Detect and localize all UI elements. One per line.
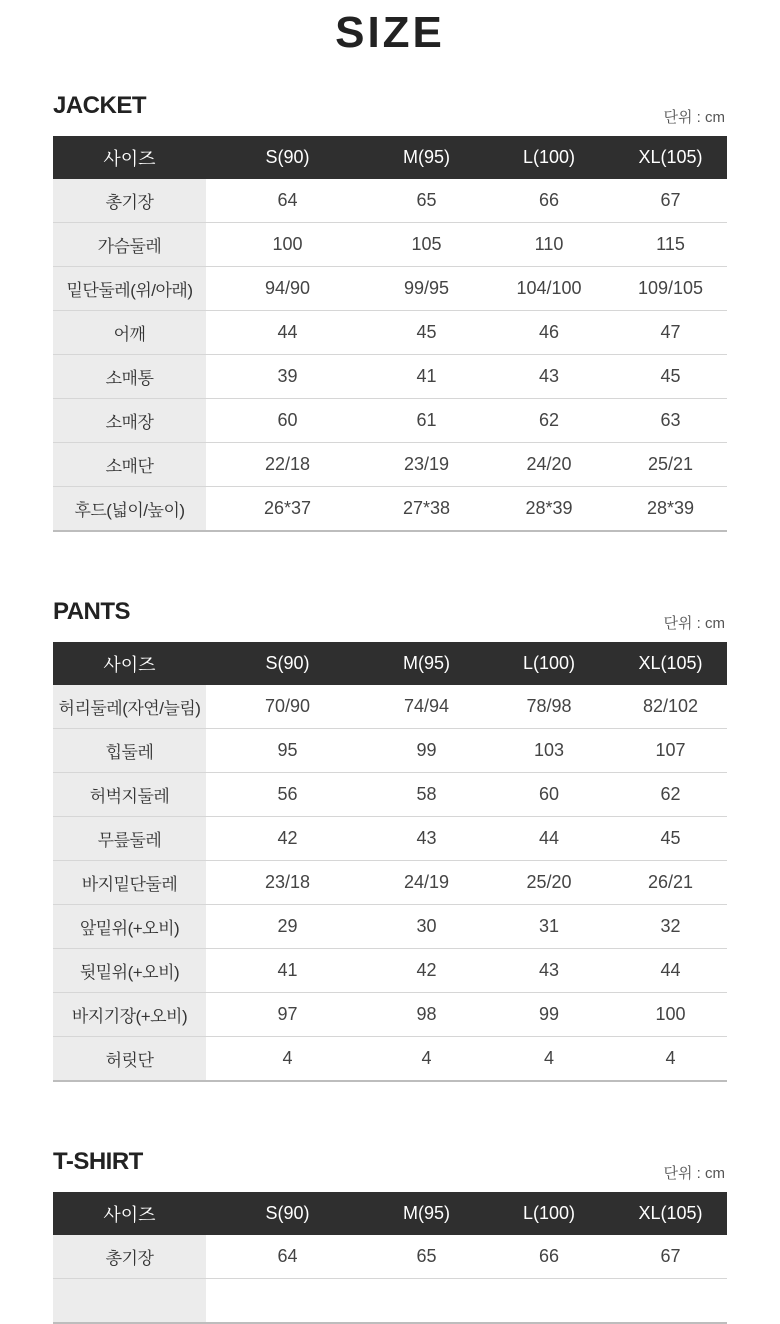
table-row [53, 311, 727, 355]
measurement-value: 100 [614, 993, 727, 1037]
measurement-value: 67 [614, 179, 727, 223]
measurement-value: 66 [484, 179, 614, 223]
table-row [53, 487, 727, 532]
measurement-value: 56 [206, 773, 369, 817]
size-option-header: XL(105) [614, 1192, 727, 1235]
section-title: JACKET [53, 92, 147, 119]
measurement-value: 29 [206, 905, 369, 949]
measurement-value: 45 [614, 355, 727, 399]
measurement-label: 가슴둘레 [53, 223, 206, 267]
measurement-value: 94/90 [206, 267, 369, 311]
measurement-value: 43 [484, 949, 614, 993]
measurement-value: 46 [484, 311, 614, 355]
measurement-value: 67 [614, 1235, 727, 1279]
measurement-label: 무릎둘레 [53, 817, 206, 861]
size-column-header: 사이즈 [53, 136, 206, 179]
table-row [53, 817, 727, 861]
section-title: T-SHIRT [53, 1148, 143, 1175]
measurement-value: 26/21 [614, 861, 727, 905]
measurement-value: 26*37 [206, 487, 369, 532]
size-option-header: M(95) [369, 136, 484, 179]
measurement-value: 82/102 [614, 685, 727, 729]
size-section-pants [53, 598, 727, 1082]
measurement-value: 110 [484, 223, 614, 267]
size-option-header: S(90) [206, 136, 369, 179]
measurement-value: 32 [614, 905, 727, 949]
measurement-value: 62 [484, 399, 614, 443]
table-row [53, 1037, 727, 1082]
size-column-header: 사이즈 [53, 642, 206, 685]
measurement-label: 총기장 [53, 179, 206, 223]
measurement-value: 45 [369, 311, 484, 355]
measurement-value [369, 1279, 484, 1324]
measurement-value: 4 [484, 1037, 614, 1082]
measurement-value: 62 [614, 773, 727, 817]
measurement-value: 25/20 [484, 861, 614, 905]
measurement-label: 앞밑위(+오비) [53, 905, 206, 949]
measurement-value: 44 [484, 817, 614, 861]
measurement-value: 58 [369, 773, 484, 817]
measurement-value: 43 [369, 817, 484, 861]
measurement-value: 63 [614, 399, 727, 443]
measurement-value: 107 [614, 729, 727, 773]
measurement-value: 99 [369, 729, 484, 773]
measurement-value: 64 [206, 1235, 369, 1279]
measurement-value: 98 [369, 993, 484, 1037]
measurement-label: 총기장 [53, 1235, 206, 1279]
measurement-label: 바지기장(+오비) [53, 993, 206, 1037]
table-row [53, 949, 727, 993]
measurement-value [206, 1279, 369, 1324]
size-column-header: 사이즈 [53, 1192, 206, 1235]
table-row [53, 355, 727, 399]
measurement-label: 허릿단 [53, 1037, 206, 1082]
unit-label: 단위 : cm [663, 615, 725, 632]
measurement-value: 97 [206, 993, 369, 1037]
table-row [53, 993, 727, 1037]
measurement-label: 뒷밑위(+오비) [53, 949, 206, 993]
measurement-value: 42 [369, 949, 484, 993]
table-row [53, 267, 727, 311]
measurement-value: 28*39 [614, 487, 727, 532]
size-section-t-shirt [53, 1148, 727, 1324]
measurement-value: 23/18 [206, 861, 369, 905]
table-header-row [53, 1192, 727, 1235]
measurement-value: 78/98 [484, 685, 614, 729]
section-header [53, 598, 727, 642]
size-table [53, 136, 727, 532]
table-row [53, 861, 727, 905]
size-section-jacket [53, 92, 727, 532]
measurement-value: 95 [206, 729, 369, 773]
table-header-row [53, 642, 727, 685]
measurement-value: 44 [614, 949, 727, 993]
measurement-value: 28*39 [484, 487, 614, 532]
measurement-value: 60 [484, 773, 614, 817]
measurement-value: 42 [206, 817, 369, 861]
measurement-value: 66 [484, 1235, 614, 1279]
measurement-value: 115 [614, 223, 727, 267]
table-row [53, 773, 727, 817]
size-option-header: S(90) [206, 642, 369, 685]
size-option-header: M(95) [369, 1192, 484, 1235]
measurement-value: 44 [206, 311, 369, 355]
measurement-value: 64 [206, 179, 369, 223]
measurement-value: 25/21 [614, 443, 727, 487]
unit-label: 단위 : cm [663, 1165, 725, 1182]
measurement-label: 소매통 [53, 355, 206, 399]
section-title: PANTS [53, 598, 131, 625]
measurement-label: 밑단둘레(위/아래) [53, 267, 206, 311]
measurement-label: 소매장 [53, 399, 206, 443]
measurement-value: 104/100 [484, 267, 614, 311]
measurement-label: 허벅지둘레 [53, 773, 206, 817]
measurement-label: 후드(넓이/높이) [53, 487, 206, 532]
size-option-header: M(95) [369, 642, 484, 685]
section-header [53, 92, 727, 136]
measurement-value: 74/94 [369, 685, 484, 729]
measurement-label: 소매단 [53, 443, 206, 487]
measurement-label: 바지밑단둘레 [53, 861, 206, 905]
measurement-value: 31 [484, 905, 614, 949]
measurement-value: 100 [206, 223, 369, 267]
measurement-value: 99 [484, 993, 614, 1037]
measurement-value: 4 [614, 1037, 727, 1082]
measurement-value: 4 [369, 1037, 484, 1082]
measurement-value: 43 [484, 355, 614, 399]
table-row [53, 1235, 727, 1279]
measurement-value: 24/20 [484, 443, 614, 487]
measurement-value: 45 [614, 817, 727, 861]
size-option-header: S(90) [206, 1192, 369, 1235]
unit-label: 단위 : cm [663, 109, 725, 126]
measurement-value: 99/95 [369, 267, 484, 311]
table-row [53, 399, 727, 443]
measurement-label [53, 1279, 206, 1324]
size-option-header: XL(105) [614, 136, 727, 179]
measurement-value: 41 [206, 949, 369, 993]
table-row [53, 729, 727, 773]
size-table [53, 642, 727, 1082]
measurement-value: 65 [369, 1235, 484, 1279]
measurement-label: 어깨 [53, 311, 206, 355]
table-row [53, 905, 727, 949]
table-row [53, 685, 727, 729]
table-header-row [53, 136, 727, 179]
measurement-value: 103 [484, 729, 614, 773]
measurement-value: 39 [206, 355, 369, 399]
page-title: SIZE [335, 8, 445, 57]
measurement-value [484, 1279, 614, 1324]
measurement-value: 65 [369, 179, 484, 223]
size-option-header: L(100) [484, 642, 614, 685]
measurement-value: 70/90 [206, 685, 369, 729]
table-row [53, 179, 727, 223]
measurement-value: 30 [369, 905, 484, 949]
measurement-value: 60 [206, 399, 369, 443]
measurement-value: 41 [369, 355, 484, 399]
section-header [53, 1148, 727, 1192]
table-row [53, 443, 727, 487]
measurement-value: 24/19 [369, 861, 484, 905]
size-table [53, 1192, 727, 1324]
measurement-value: 47 [614, 311, 727, 355]
measurement-value: 27*38 [369, 487, 484, 532]
measurement-value: 61 [369, 399, 484, 443]
measurement-value: 23/19 [369, 443, 484, 487]
measurement-value: 109/105 [614, 267, 727, 311]
measurement-label: 힙둘레 [53, 729, 206, 773]
measurement-value: 4 [206, 1037, 369, 1082]
measurement-value: 22/18 [206, 443, 369, 487]
measurement-label: 허리둘레(자연/늘림) [53, 685, 206, 729]
size-option-header: L(100) [484, 136, 614, 179]
size-option-header: L(100) [484, 1192, 614, 1235]
measurement-value: 105 [369, 223, 484, 267]
table-row [53, 1279, 727, 1324]
size-option-header: XL(105) [614, 642, 727, 685]
measurement-value [614, 1279, 727, 1324]
table-row [53, 223, 727, 267]
